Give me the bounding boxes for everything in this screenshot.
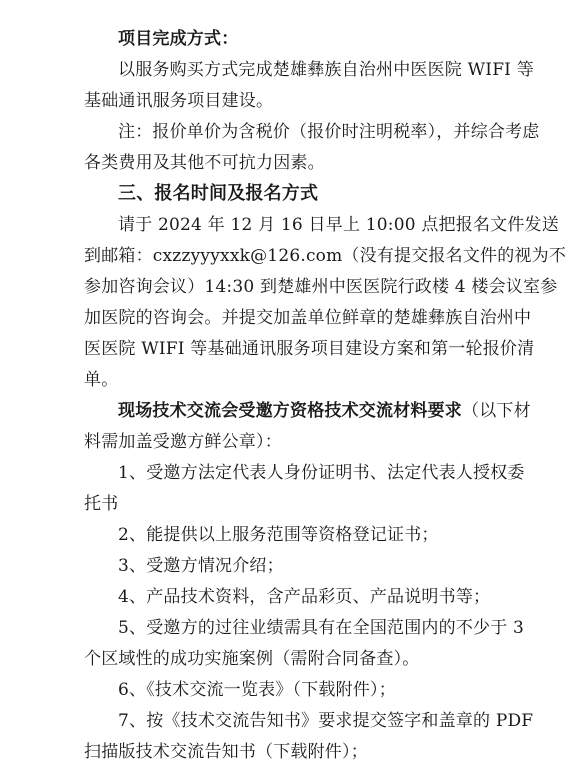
materials-requirement-line xyxy=(118,394,531,428)
paragraph-line: 注：报价单价为含税价（报价时注明税率），并综合考虑 xyxy=(118,122,540,142)
list-item: 1、受邀方法定代表人身份证明书、法定代表人授权委 xyxy=(118,463,525,483)
list-item: 5、受邀方的过往业绩需具有在全国范围内的不少于 3 xyxy=(118,618,525,638)
paragraph-line: 基础通讯服务项目建设。 xyxy=(84,91,274,111)
paragraph-line: 参加咨询会议）14:30 到楚雄州中医医院行政楼 4 楼会议室参 xyxy=(84,277,558,297)
paragraph-line: 到邮箱：cxzzyyyxxk@126.com（没有提交报名文件的视为不 xyxy=(84,246,567,266)
materials-requirement-heading: 现场技术交流会受邀方资格技术交流材料要求 xyxy=(118,401,462,421)
paragraph-line: 请于 2024 年 12 月 16 日早上 10:00 点把报名文件发送 xyxy=(118,215,559,235)
project-completion-heading: 项目完成方式： xyxy=(118,29,239,49)
list-item-continuation: 扫描版技术交流告知书（下载附件）； xyxy=(84,742,368,762)
materials-requirement-suffix: （以下材 xyxy=(462,401,531,421)
paragraph-line: 医医院 WIFI 等基础通讯服务项目建设方案和第一轮报价清 xyxy=(84,339,535,359)
paragraph-line: 料需加盖受邀方鲜公章）： xyxy=(84,432,282,452)
paragraph-line: 以服务购买方式完成楚雄彝族自治州中医医院 WIFI 等 xyxy=(118,60,534,80)
paragraph-line: 各类费用及其他不可抗力因素。 xyxy=(84,153,325,173)
list-item: 6、《技术交流一览表》（下载附件）； xyxy=(118,680,396,700)
list-item-continuation: 托书 xyxy=(84,494,119,514)
list-item: 4、产品技术资料，含产品彩页、产品说明书等； xyxy=(118,587,491,607)
paragraph-line: 加医院的咨询会。并提交加盖单位鲜章的楚雄彝族自治州中 xyxy=(84,308,532,328)
list-item: 3、受邀方情况介绍； xyxy=(118,556,284,576)
section-heading-registration: 三、报名时间及报名方式 xyxy=(118,183,319,204)
list-item-continuation: 个区域性的成功实施案例（需附合同备查）。 xyxy=(84,649,420,669)
list-item: 7、按《技术交流告知书》要求提交签字和盖章的 PDF xyxy=(118,711,534,731)
paragraph-line: 单。 xyxy=(84,370,119,390)
list-item: 2、能提供以上服务范围等资格登记证书； xyxy=(118,525,439,545)
